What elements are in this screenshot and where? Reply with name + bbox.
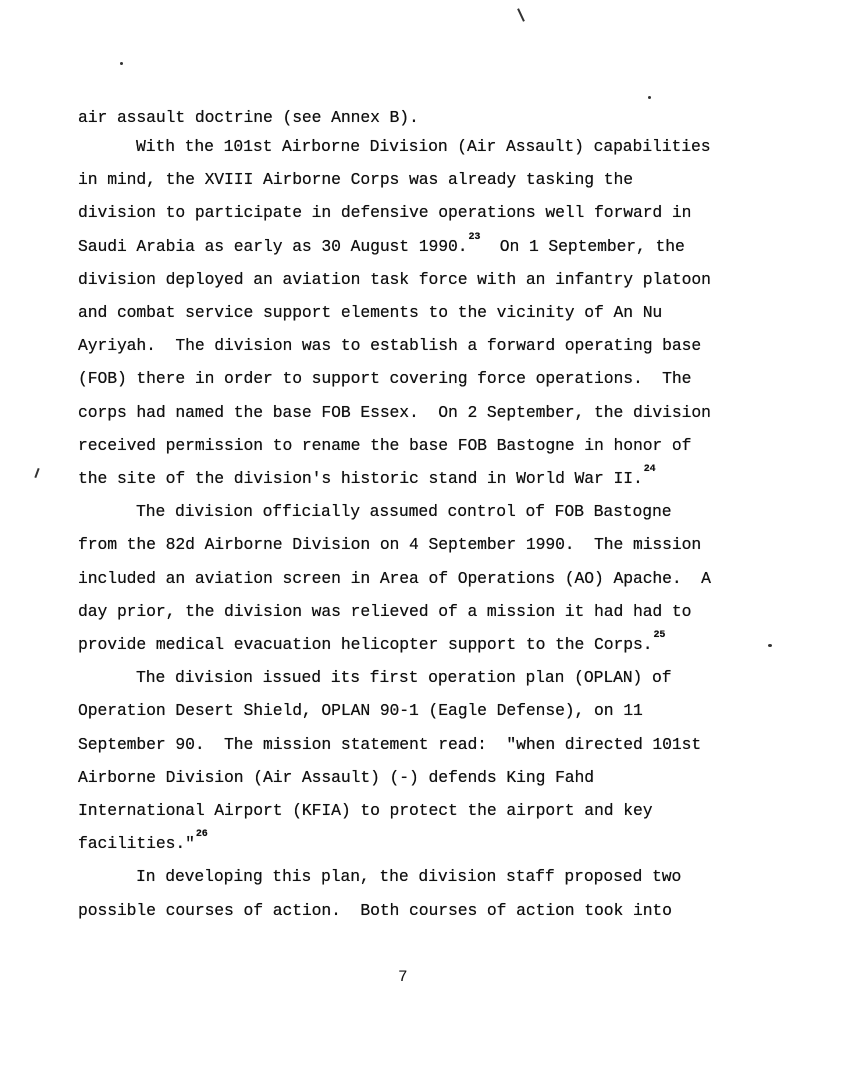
text-line — [78, 403, 711, 422]
text-line — [78, 701, 643, 720]
text-line — [78, 231, 685, 256]
line-text: from the 82d Airborne Division on 4 September 1990. The mission — [78, 535, 702, 555]
text-line — [136, 502, 671, 521]
scan-artifact — [768, 644, 772, 647]
line-text: With the 101st Airborne Division (Air Assault) capabilities — [136, 137, 711, 156]
line-text: received permission to rename the base FOB Bastogne in honor of — [78, 435, 692, 455]
scan-artifact — [120, 62, 123, 65]
line-text: The division officially assumed control of FOB Bastogne — [136, 502, 672, 522]
text-line — [78, 108, 419, 127]
footnote-marker: 23 — [468, 231, 481, 243]
line-text: division to participate in defensive operations well forward in — [78, 203, 692, 223]
text-line — [78, 170, 633, 189]
text-line — [78, 768, 594, 787]
line-text: Airborne Division (Air Assault) (-) defends King Fahd — [78, 767, 595, 787]
line-text: division deployed an aviation task force with an infantry platoon — [78, 269, 711, 289]
text-line — [78, 829, 208, 854]
text-line — [78, 203, 691, 222]
text-line — [78, 569, 711, 588]
line-text: day prior, the division was relieved of a mission it had had to — [78, 601, 692, 621]
text-line — [78, 901, 672, 920]
footnote-marker: 25 — [653, 630, 666, 641]
text-line — [78, 630, 666, 654]
footnote-marker: 26 — [195, 829, 208, 841]
text-line — [78, 303, 662, 322]
line-text: Operation Desert Shield, OPLAN 90-1 (Eagle Defense), on 11 — [78, 701, 643, 721]
line-text: In developing this plan, the division staff proposed two — [136, 867, 682, 887]
line-text: corps had named the base FOB Essex. On 2 September, the division — [78, 402, 711, 422]
line-text: Ayriyah. The division was to establish a forward operating base — [78, 336, 702, 356]
text-line — [78, 735, 701, 754]
line-text: The division issued its first operation plan (OPLAN) of — [136, 668, 672, 688]
line-text: International Airport (KFIA) to protect the airport and key — [78, 801, 653, 820]
line-text: provide medical evacuation helicopter support to the Corps. — [78, 635, 653, 654]
line-text: facilities." — [78, 834, 195, 854]
text-line — [78, 464, 656, 488]
text-line — [78, 369, 691, 388]
line-text: in mind, the XVIII Airborne Corps was already tasking the — [78, 170, 633, 190]
text-line — [78, 336, 701, 355]
text-line — [78, 801, 652, 820]
scan-artifact — [34, 468, 39, 478]
page-number: 7 — [398, 968, 408, 986]
scan-artifact — [648, 96, 651, 99]
text-line — [136, 668, 671, 687]
line-text: air assault doctrine (see Annex B). — [78, 108, 419, 127]
text-line — [136, 867, 681, 886]
text-line — [136, 137, 710, 156]
text-line — [78, 535, 701, 554]
line-text-continued: On 1 September, the — [480, 236, 685, 256]
line-text: (FOB) there in order to support covering force operations. The — [78, 369, 692, 389]
line-text: included an aviation screen in Area of Operations (AO) Apache. A — [78, 568, 711, 588]
line-text: September 90. The mission statement read: "when directed 101st — [78, 734, 702, 754]
text-line — [78, 436, 691, 455]
line-text: and combat service support elements to the vicinity of An Nu — [78, 303, 663, 322]
line-text: possible courses of action. Both courses of action took into — [78, 900, 672, 920]
text-line — [78, 270, 711, 289]
line-text: the site of the division's historic stand in World War II. — [78, 469, 643, 488]
scan-artifact — [517, 8, 525, 22]
text-line — [78, 602, 691, 621]
line-text: Saudi Arabia as early as 30 August 1990. — [78, 236, 468, 256]
footnote-marker: 24 — [643, 464, 656, 475]
